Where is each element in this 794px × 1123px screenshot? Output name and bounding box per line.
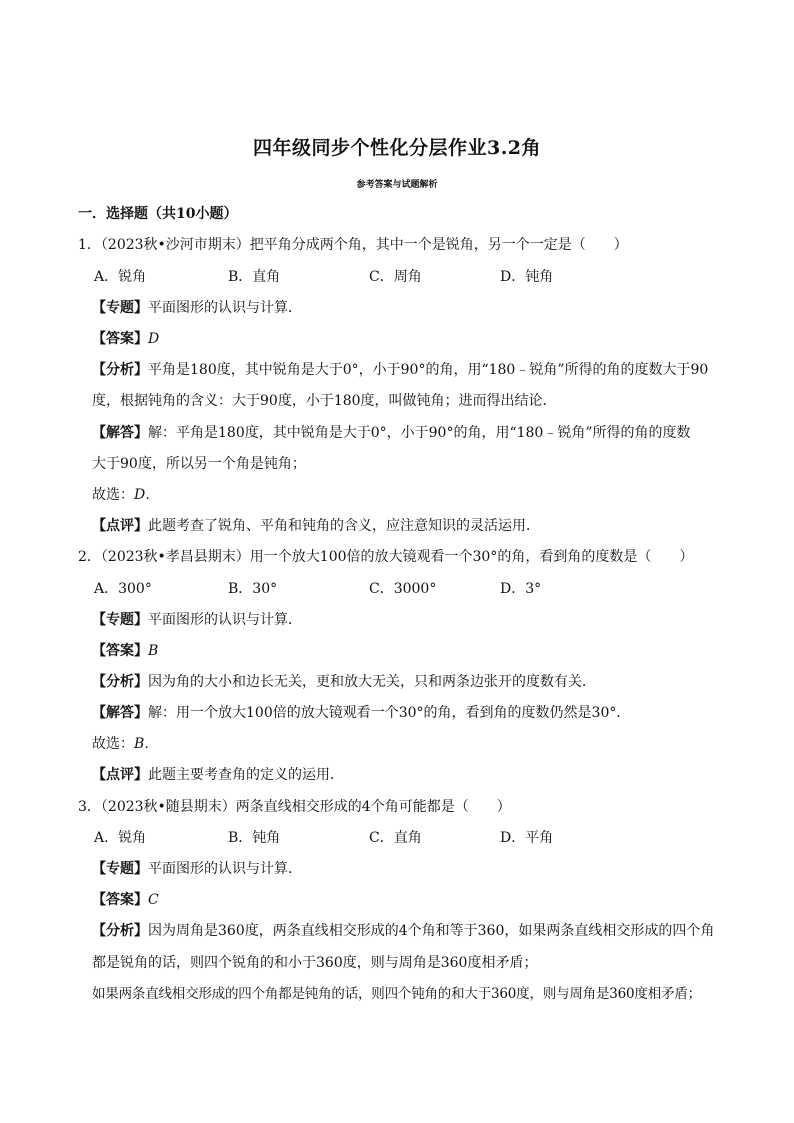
q3-analysis-tag: 【分析】 [92, 923, 148, 939]
q1-analysis-tag: 【分析】 [92, 362, 148, 378]
q1-comment [92, 517, 720, 535]
q2-solution [92, 704, 720, 722]
q2-analysis [92, 673, 720, 691]
q3-option-d: D．平角 [500, 830, 554, 846]
q2-solution-tag: 【解答】 [92, 705, 148, 721]
q1-analysis-line-2: 度，根据钝角的含义：大于90度，小于180度，叫做钝角；进而得出结论． [92, 393, 557, 409]
q2-option-a: A．300° [94, 581, 152, 597]
q3-analysis-line-2: 都是锐角的话，则四个锐角的和小于360度，则与周角是360度相矛盾； [92, 955, 538, 971]
q2-comment-tag: 【点评】 [92, 767, 148, 783]
q2-option-c: C．3000° [369, 581, 437, 597]
q3-answer [92, 891, 720, 909]
section-heading: 一．选择题（共10小题） [78, 206, 238, 222]
q1-choose [92, 486, 720, 504]
q2-analysis-text: 因为角的大小和边长无关，更和放大无关，只和两条边张开的度数有关． [148, 674, 596, 690]
q2-topic-tag: 【专题】 [92, 612, 148, 628]
q1-option-a: A．锐角 [94, 269, 147, 285]
q1-topic-text: 平面图形的认识与计算． [148, 300, 302, 316]
q1-answer-text: D [148, 331, 160, 347]
q3-answer-tag: 【答案】 [92, 892, 148, 908]
q2-answer-text: B [148, 643, 159, 659]
q1-topic-tag: 【专题】 [92, 300, 148, 316]
q2-comment-text: 此题主要考查角的定义的运用． [148, 767, 344, 783]
q1-solution-text-1: 解：平角是180度，其中锐角是大于0°，小于90°的角，用“180﹣锐角”所得的角的度数 [148, 425, 691, 441]
q1-comment-tag: 【点评】 [92, 518, 148, 534]
q1-solution-tag: 【解答】 [92, 425, 148, 441]
q2-answer [92, 642, 720, 660]
q3-topic-text: 平面图形的认识与计算． [148, 861, 302, 877]
q1-topic [92, 299, 720, 317]
q1-answer [92, 330, 720, 348]
q2-option-d: D．3° [500, 581, 542, 597]
q3-topic-tag: 【专题】 [92, 861, 148, 877]
q3-option-a: A．锐角 [94, 830, 147, 846]
q2-analysis-tag: 【分析】 [92, 674, 148, 690]
q1-solution-line-2: 大于90度，所以另一个角是钝角； [92, 456, 306, 472]
q1-option-d: D．钝角 [500, 269, 554, 285]
q2-choose-prefix: 故选： [92, 736, 134, 752]
q1-option-b: B．直角 [228, 269, 281, 285]
q2-topic-text: 平面图形的认识与计算． [148, 612, 302, 628]
q3-analysis-line-1 [92, 922, 720, 940]
q3-answer-text: C [148, 892, 159, 908]
page-subtitle: 参考答案与试题解析 [356, 180, 438, 190]
q1-choose-value: D． [134, 487, 160, 503]
q2-option-b: B．30° [228, 581, 278, 597]
question-2-stem: 2．（2023秋•孝昌县期末）用一个放大100倍的放大镜观看一个30°的角，看到角的度数是（ ） [78, 549, 694, 565]
q1-answer-tag: 【答案】 [92, 331, 148, 347]
q1-comment-text: 此题考查了锐角、平角和钝角的含义，应注意知识的灵活运用． [148, 518, 540, 534]
q3-topic [92, 860, 720, 878]
q3-option-c: C．直角 [369, 830, 422, 846]
question-3-stem: 3．（2023秋•随县期末）两条直线相交形成的4个角可能都是（ ） [78, 799, 511, 815]
q1-option-c: C．周角 [369, 269, 422, 285]
q1-choose-prefix: 故选： [92, 487, 134, 503]
q1-analysis-line-1 [92, 361, 720, 379]
page-title: 四年级同步个性化分层作业3.2角 [252, 137, 542, 159]
question-1-stem: 1．（2023秋•沙河市期末）把平角分成两个角，其中一个是锐角，另一个一定是（ ） [78, 237, 628, 253]
q1-solution-line-1 [92, 424, 720, 442]
q2-comment [92, 766, 720, 784]
q3-analysis-line-3: 如果两条直线相交形成的四个角都是钝角的话，则四个钝角的和大于360度，则与周角是360度相矛盾； [92, 986, 701, 1002]
q2-topic [92, 611, 720, 629]
q2-choose-value: B． [134, 736, 159, 752]
q1-analysis-text-1: 平角是180度，其中锐角是大于0°，小于90°的角，用“180﹣锐角”所得的角的度数大于90 [148, 362, 709, 378]
q3-analysis-text-1: 因为周角是360度，两条直线相交形成的4个角和等于360，如果两条直线相交形成的四个角 [148, 923, 715, 939]
q2-answer-tag: 【答案】 [92, 643, 148, 659]
q2-solution-text: 解：用一个放大100倍的放大镜观看一个30°的角，看到角的度数仍然是30°． [148, 705, 631, 721]
q2-choose [92, 735, 720, 753]
q3-option-b: B．钝角 [228, 830, 281, 846]
